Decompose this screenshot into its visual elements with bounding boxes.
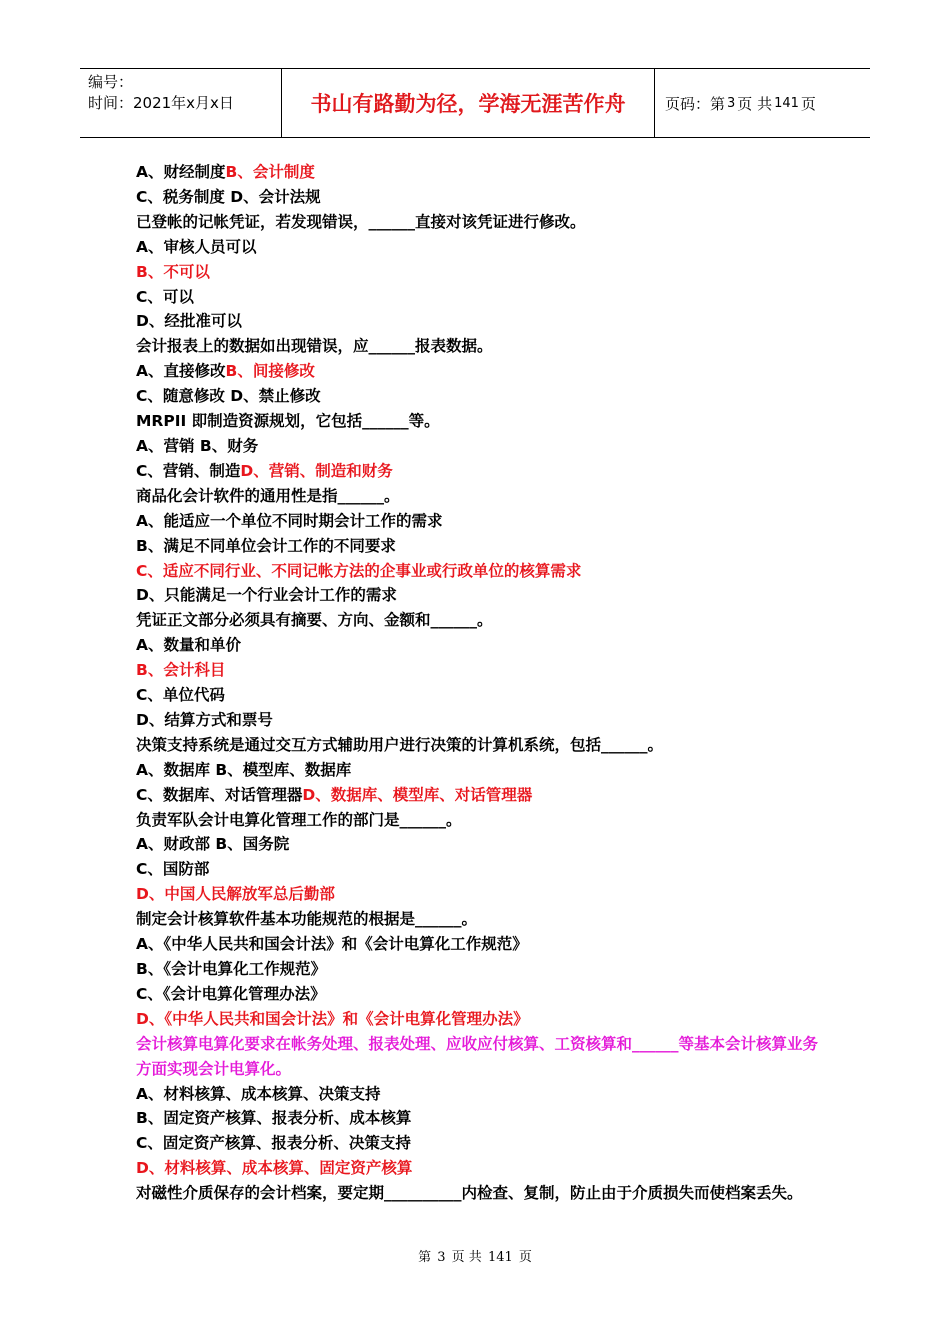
text-line	[136, 832, 826, 857]
text-segment: C、适应不同行业、不同记帐方法的企事业或行政单位的核算需求	[136, 561, 582, 580]
text-segment: A、财政部 B、国务院	[136, 835, 290, 854]
text-segment: 已登帐的记帐凭证，若发现错误，______直接对该凭证进行修改。	[136, 212, 586, 231]
text-segment: C、数据库、对话管理器	[136, 785, 303, 804]
text-line	[136, 359, 826, 384]
text-line	[136, 583, 826, 608]
text-segment: 制定会计核算软件基本功能规范的根据是______。	[136, 910, 478, 929]
text-segment: B、《会计电算化工作规范》	[136, 960, 327, 978]
text-line	[136, 1106, 826, 1131]
text-line	[136, 309, 826, 334]
text-line	[136, 185, 826, 210]
text-line	[136, 1181, 826, 1206]
text-segment: B、满足不同单位会计工作的不同要求	[136, 536, 396, 555]
text-segment: C、随意修改 D、禁止修改	[136, 387, 321, 406]
text-line	[136, 758, 826, 783]
text-segment: 凭证正文部分必须具有摘要、方向、金额和______。	[136, 611, 493, 630]
text-line	[136, 608, 826, 633]
text-line	[136, 808, 826, 833]
text-segment: MRPII 即制造资源规划，它包括______等。	[136, 412, 440, 431]
text-segment: D、营销、制造和财务	[240, 461, 393, 480]
footer-suffix: 页	[518, 1250, 532, 1265]
footer-total: 141	[487, 1250, 513, 1265]
text-line	[136, 1156, 826, 1181]
text-segment: D、结算方式和票号	[136, 710, 273, 729]
header-info-cell	[80, 69, 282, 137]
text-segment: D、数据库、模型库、对话管理器	[302, 785, 533, 804]
text-segment: D、《中华人民共和国会计法》和《会计电算化管理办法》	[136, 1009, 529, 1028]
text-segment: 决策支持系统是通过交互方式辅助用户进行决策的计算机系统，包括______。	[136, 735, 664, 754]
text-segment: B、会计科目	[136, 661, 226, 680]
text-line	[136, 957, 826, 982]
text-segment: D、经批准可以	[136, 312, 242, 331]
page-header	[80, 68, 870, 138]
text-segment: A、材料核算、成本核算、决策支持	[136, 1084, 381, 1103]
text-segment: 商品化会计软件的通用性是指______。	[136, 486, 400, 505]
page-suffix: 页	[800, 94, 816, 113]
page-number: 3	[727, 95, 736, 111]
text-segment: 负责军队会计电算化管理工作的部门是______。	[136, 810, 462, 829]
text-line	[136, 683, 826, 708]
text-segment: C、单位代码	[136, 686, 225, 705]
text-segment: B、间接修改	[225, 362, 315, 381]
text-segment: D、只能满足一个行业会计工作的需求	[136, 586, 397, 605]
text-segment: B、不可以	[136, 262, 210, 281]
text-line	[136, 509, 826, 534]
text-segment: A、数量和单价	[136, 636, 241, 655]
text-segment: A、营销 B、财务	[136, 436, 259, 455]
footer-prefix: 第	[418, 1250, 432, 1265]
text-line	[136, 559, 826, 584]
header-motto: 书山有路勤为径，学海无涯苦作舟	[282, 69, 655, 137]
text-segment: C、税务制度 D、会计法规	[136, 187, 321, 206]
text-segment: 会计报表上的数据如出现错误，应______报表数据。	[136, 337, 493, 356]
text-segment: C、营销、制造	[136, 461, 241, 480]
header-page-info	[655, 69, 870, 137]
text-line	[136, 907, 826, 932]
text-line	[136, 160, 826, 185]
text-segment: C、可以	[136, 287, 194, 306]
time-label: 时间：2021年x月x日	[88, 94, 234, 112]
text-line	[136, 534, 826, 559]
page-total: 141	[774, 95, 799, 111]
text-line	[136, 235, 826, 260]
footer-mid: 页 共	[451, 1250, 482, 1265]
page-footer	[0, 1246, 950, 1265]
page-mid: 页 共	[737, 94, 773, 113]
text-segment: A、能适应一个单位不同时期会计工作的需求	[136, 511, 443, 530]
text-line	[136, 334, 826, 359]
serial-label: 编号：	[88, 73, 134, 91]
text-segment: A、直接修改	[136, 362, 226, 381]
text-line	[136, 434, 826, 459]
text-segment: A、数据库 B、模型库、数据库	[136, 760, 352, 779]
text-line	[136, 1032, 826, 1082]
text-line	[136, 1082, 826, 1107]
text-line	[136, 708, 826, 733]
text-line	[136, 733, 826, 758]
text-line	[136, 633, 826, 658]
text-segment: D、中国人民解放军总后勤部	[136, 885, 335, 904]
text-line	[136, 210, 826, 235]
text-segment: A、财经制度	[136, 163, 226, 181]
text-line	[136, 882, 826, 907]
text-line	[136, 982, 826, 1007]
text-line	[136, 658, 826, 683]
text-segment: B、固定资产核算、报表分析、成本核算	[136, 1109, 412, 1128]
text-segment: C、国防部	[136, 860, 210, 879]
text-line	[136, 384, 826, 409]
text-line	[136, 783, 826, 808]
footer-page-number: 3	[437, 1250, 446, 1265]
text-line	[136, 857, 826, 882]
text-segment: D、材料核算、成本核算、固定资产核算	[136, 1159, 413, 1178]
document-body	[136, 160, 826, 1206]
text-segment: C、固定资产核算、报表分析、决策支持	[136, 1134, 411, 1153]
page-prefix: 页码：第	[665, 94, 726, 113]
text-line	[136, 1007, 826, 1032]
text-segment: A、《中华人民共和国会计法》和《会计电算化工作规范》	[136, 935, 528, 954]
text-segment: 对磁性介质保存的会计档案，要定期__________内检查、复制，防止由于介质损失而使档案丢失。	[136, 1184, 803, 1203]
text-segment: A、审核人员可以	[136, 237, 257, 256]
text-segment: C、《会计电算化管理办法》	[136, 984, 326, 1003]
text-line	[136, 459, 826, 484]
text-line	[136, 409, 826, 434]
text-line	[136, 932, 826, 957]
text-line	[136, 484, 826, 509]
text-segment: 会计核算电算化要求在帐务处理、报表处理、应收应付核算、工资核算和______等基本会计核算业务方面实现会计电算化。	[136, 1034, 819, 1078]
text-line	[136, 1131, 826, 1156]
text-line	[136, 260, 826, 285]
text-segment: B、会计制度	[225, 163, 315, 181]
text-line	[136, 285, 826, 310]
